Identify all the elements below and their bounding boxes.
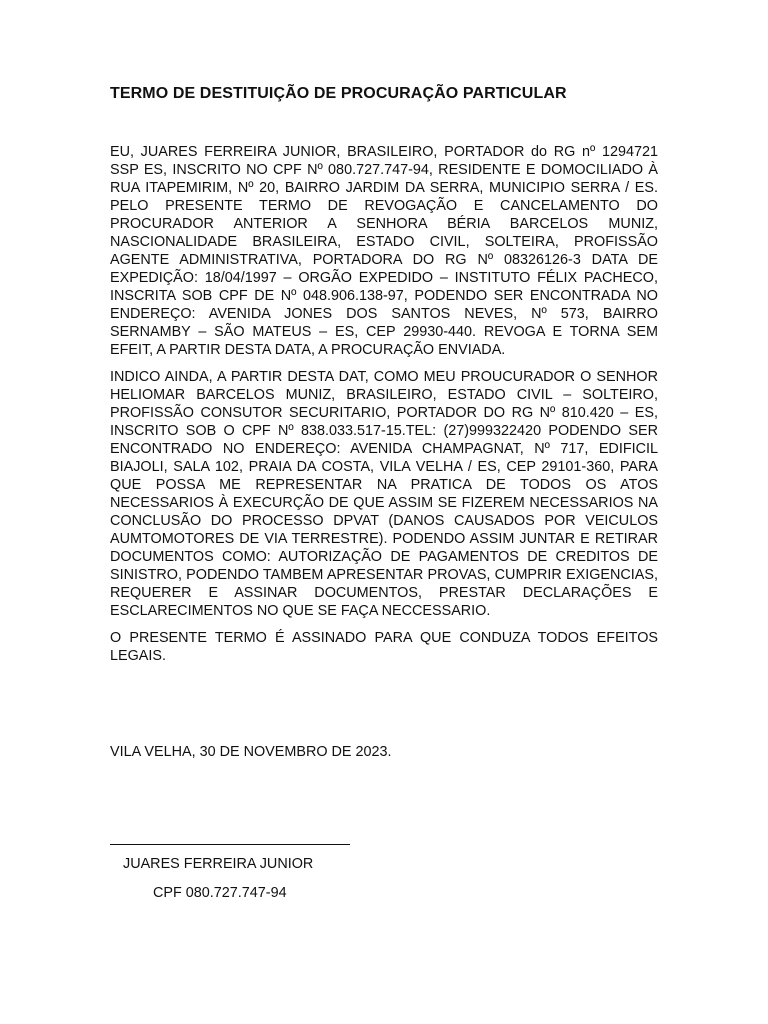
place-and-date: VILA VELHA, 30 DE NOVEMBRO DE 2023.: [110, 744, 392, 760]
paragraph-revocation: EU, JUARES FERREIRA JUNIOR, BRASILEIRO, PORTADOR do RG nº 1294721 SSP ES, INSCRITO NO CPF Nº 080.727.747-94, RESIDENTE E DOMOCILIADO À RUA ITAPEMIRIM, Nº 20, BAIRRO JARDIM DA SERRA, MUNICIPIO SERRA / ES. PELO PRESENTE TERMO DE REVOGAÇÃO E CANCELAMENTO DO PROCURADOR ANTERIOR A SENHORA BÉRIA BARCELOS MUNIZ, NASCIONALIDADE BRASILEIRA, ESTADO CIVIL, SOLTEIRA, PROFISSÃO AGENTE ADMINISTRATIVA, PORTADORA DO RG Nº 08326126-3 DATA DE EXPEDIÇÃO: 18/04/1997 – ORGÃO EXPEDIDO – INSTITUTO FÉLIX PACHECO, INSCRITA SOB CPF DE Nº 048.906.138-97, PODENDO SER ENCONTRADA NO ENDEREÇO: AVENIDA JONES DOS SANTOS NEVES, Nº 573, BAIRRO SERNAMBY – SÃO MATEUS – ES, CEP 29930-440. REVOGA E TORNA SEM EFEIT, A PARTIR DESTA DATA, A PROCURAÇÃO ENVIADA.: [110, 144, 658, 358]
signature-line: [110, 844, 350, 845]
paragraph-legal-effects: O PRESENTE TERMO É ASSINADO PARA QUE CONDUZA TODOS EFEITOS LEGAIS.: [110, 630, 658, 664]
document-body: [110, 143, 658, 674]
paragraph-new-attorney: INDICO AINDA, A PARTIR DESTA DAT, COMO MEU PROUCURADOR O SENHOR HELIOMAR BARCELOS MUNIZ, BRASILEIRO, ESTADO CIVIL – SOLTEIRO, PROFISSÃO CONSUTOR SECURITARIO, PORTADOR DO RG Nº 810.420 – ES, INSCRITO SOB O CPF Nº 838.033.517-15.TEL: (27)999322420 PODENDO SER ENCONTRADO NO ENDEREÇO: AVENIDA CHAMPAGNAT, Nº 717, EDIFICIL BIAJOLI, SALA 102, PRAIA DA COSTA, VILA VELHA / ES, CEP 29101-360, PARA QUE POSSA ME REPRESENTAR NA PRATICA DE TODOS OS ATOS NECESSARIOS À EXECURÇÃO DE QUE ASSIM SE FIZEREM NECESSARIOS NA CONCLUSÃO DO PROCESSO DPVAT (DANOS CAUSADOS POR VEICULOS AUMTOMOTORES DE VIA TERRESTRE). PODENDO ASSIM JUNTAR E RETIRAR DOCUMENTOS COMO: AUTORIZAÇÃO DE PAGAMENTOS DE CREDITOS DE SINISTRO, PODENDO TAMBEM APRESENTAR PROVAS, CUMPRIR EXIGENCIAS, REQUERER E ASSINAR DOCUMENTOS, PRESTAR DECLARAÇÕES E ESCLARECIMENTOS NO QUE SE FAÇA NECCESSARIO.: [110, 369, 658, 619]
document-title: TERMO DE DESTITUIÇÃO DE PROCURAÇÃO PARTICULAR: [110, 85, 567, 102]
signer-cpf: CPF 080.727.747-94: [153, 885, 287, 901]
signer-name: JUARES FERREIRA JUNIOR: [123, 856, 314, 872]
